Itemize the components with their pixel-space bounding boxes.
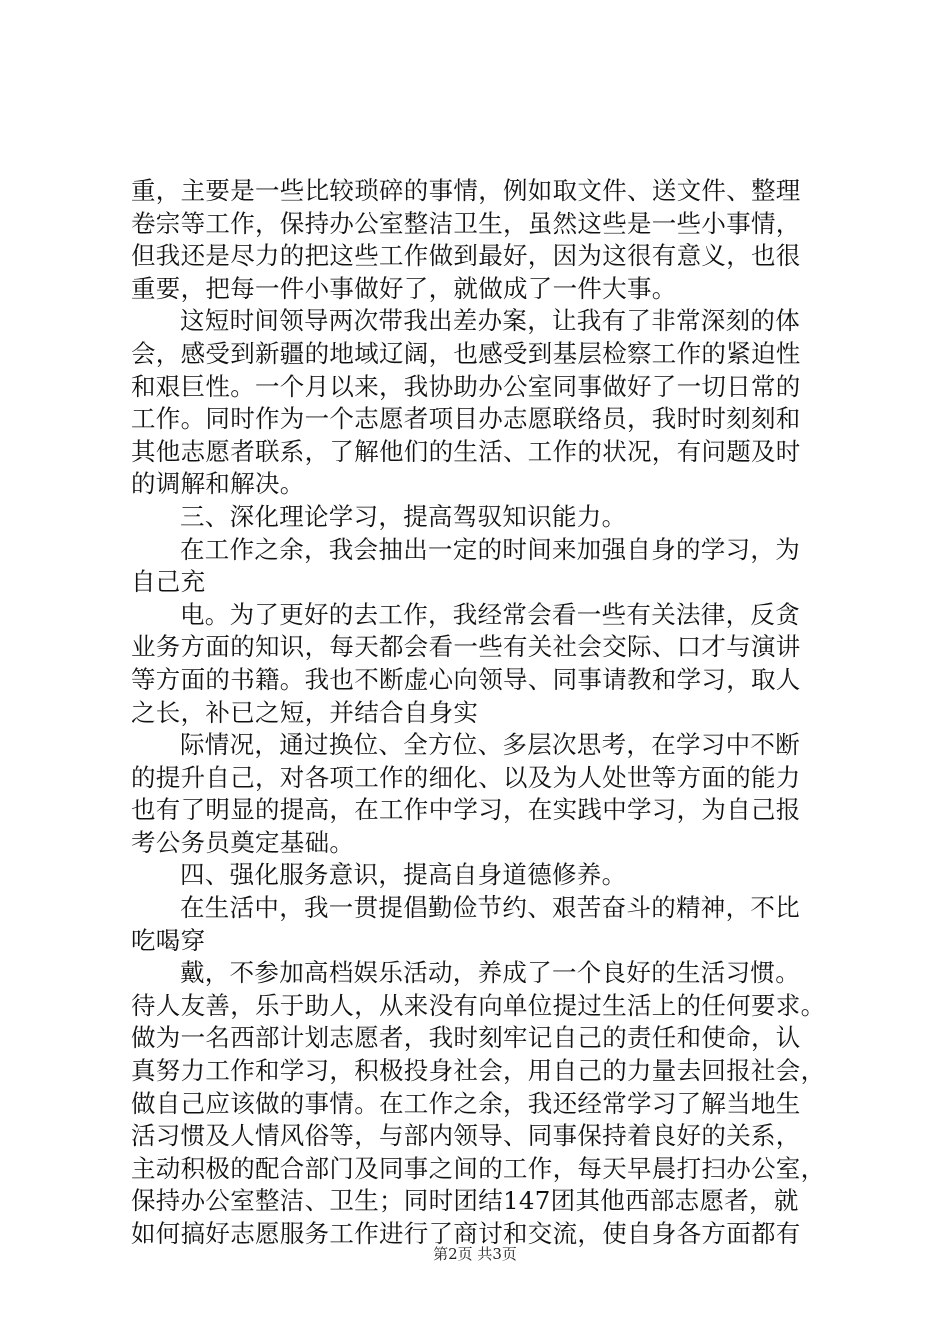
text-line: 考公务员奠定基础。 — [131, 827, 355, 857]
text-line: 的提升自己，对各项工作的细化、以及为人处世等方面的能力 — [131, 762, 801, 792]
page-footer: 第2页 共3页 — [433, 1245, 517, 1263]
text-line: 在生活中，我一贯提倡勤俭节约、艰苦奋斗的精神，不比 — [180, 893, 800, 923]
text-line: 主动积极的配合部门及同事之间的工作，每天早晨打扫办公室， — [131, 1153, 826, 1183]
document-body — [131, 175, 831, 1251]
text-line: 工作。同时作为一个志愿者项目办志愿联络员，我时时刻刻和 — [131, 404, 801, 434]
text-line: 保持办公室整洁、卫生；同时团结147团其他西部志愿者，就 — [131, 1186, 799, 1216]
text-line: 的调解和解决。 — [131, 469, 305, 499]
text-line: 四、强化服务意识，提高自身道德修养。 — [180, 860, 627, 890]
text-line: 电。为了更好的去工作，我经常会看一些有关法律，反贪 — [180, 599, 800, 629]
text-line: 也有了明显的提高，在工作中学习，在实践中学习，为自己报 — [131, 795, 801, 825]
text-line: 真努力工作和学习，积极投身社会，用自己的力量去回报社会， — [131, 1056, 826, 1086]
text-line: 业务方面的知识，每天都会看一些有关社会交际、口才与演讲 — [131, 632, 801, 662]
text-line: 活习惯及人情风俗等，与部内领导、同事保持着良好的关系， — [131, 1121, 801, 1151]
text-line: 自己充 — [131, 567, 206, 597]
text-line: 重，主要是一些比较琐碎的事情，例如取文件、送文件、整理 — [131, 176, 801, 205]
text-line: 在工作之余，我会抽出一定的时间来加强自身的学习，为 — [180, 534, 800, 564]
text-line: 等方面的书籍。我也不断虚心向领导、同事请教和学习，取人 — [131, 664, 801, 694]
text-line: 如何搞好志愿服务工作进行了商讨和交流，使自身各方面都有 — [131, 1219, 801, 1248]
text-line: 其他志愿者联系，了解他们的生活、工作的状况，有问题及时 — [131, 436, 801, 466]
text-line: 做为一名西部计划志愿者，我时刻牢记自己的责任和使命，认 — [131, 1023, 801, 1053]
text-line: 和艰巨性。一个月以来，我协助办公室同事做好了一切日常的 — [131, 371, 801, 401]
text-line: 卷宗等工作，保持办公室整洁卫生，虽然这些是一些小事情， — [131, 208, 801, 238]
text-line: 重要，把每一件小事做好了，就做成了一件大事。 — [131, 273, 677, 303]
text-line: 三、深化理论学习，提高驾驭知识能力。 — [180, 501, 627, 531]
text-line: 际情况，通过换位、全方位、多层次思考，在学习中不断 — [180, 730, 800, 760]
text-line: 这短时间领导两次带我出差办案，让我有了非常深刻的体 — [180, 306, 800, 336]
text-line: 但我还是尽力的把这些工作做到最好，因为这很有意义，也很 — [131, 241, 801, 271]
text-line: 之长，补已之短，并结合自身实 — [131, 697, 479, 727]
text-line: 戴，不参加高档娱乐活动，养成了一个良好的生活习惯。 — [180, 958, 800, 988]
text-line: 做自己应该做的事情。在工作之余，我还经常学习了解当地生 — [131, 1088, 801, 1118]
text-line: 吃喝穿 — [131, 925, 206, 955]
text-line: 会，感受到新疆的地域辽阔，也感受到基层检察工作的紧迫性 — [131, 338, 801, 368]
text-line: 待人友善，乐于助人，从来没有向单位提过生活上的任何要求。 — [131, 990, 826, 1020]
